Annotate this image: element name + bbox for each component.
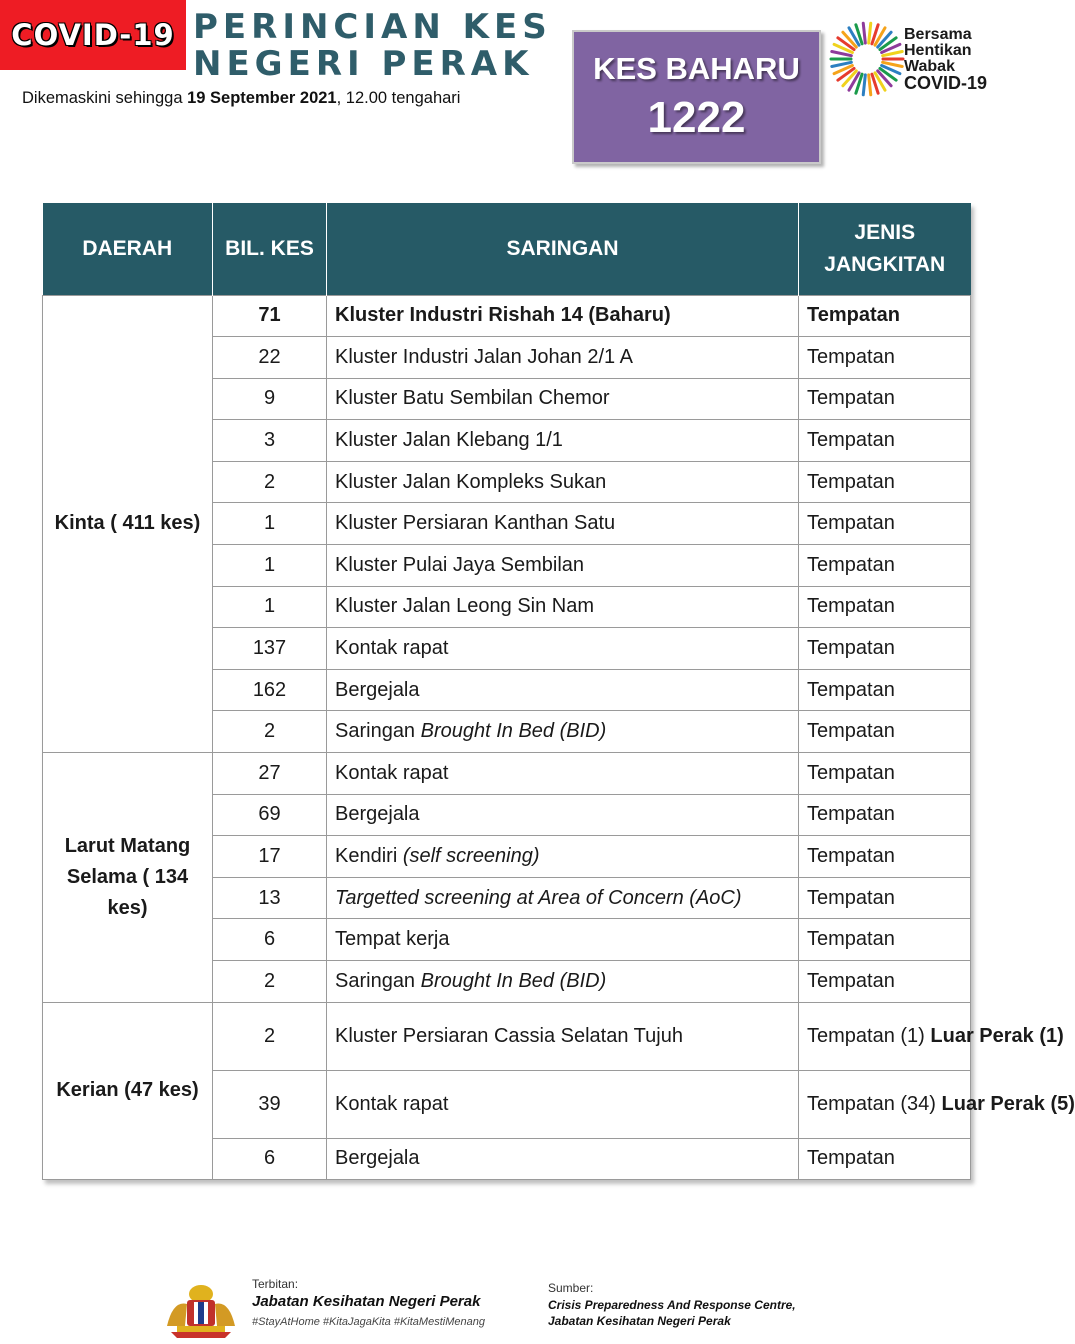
district-total: ( 411 kes) (110, 512, 201, 535)
district-name-line-1: Larut Matang (64, 834, 191, 857)
hashtags: #StayAtHome #KitaJagaKita #KitaMestiMenang (252, 1316, 485, 1328)
case-count: 3 (213, 420, 327, 462)
header-infection-type-line-2: JANGKITAN (824, 252, 946, 276)
case-count: 2 (213, 711, 327, 753)
screening-cell: Bergejala (327, 794, 799, 836)
case-count: 2 (213, 1002, 327, 1070)
screening-cell: Tempat kerja (327, 919, 799, 961)
table-row (43, 753, 971, 795)
infection-type: Tempatan (799, 753, 971, 795)
screening-cell (327, 961, 799, 1003)
case-count: 2 (213, 461, 327, 503)
screening-cell: Bergejala (327, 1138, 799, 1180)
screening-cell (327, 836, 799, 878)
table-row (43, 295, 971, 337)
header-infection-type (799, 203, 971, 295)
district-name-line-2: Selama (66, 865, 137, 888)
covid-19-tag: COVID-19 (0, 0, 186, 70)
sunburst-ray (869, 23, 871, 43)
updated-timestamp (22, 89, 460, 108)
publisher-name: Jabatan Kesihatan Negeri Perak (252, 1293, 481, 1310)
case-breakdown-table (42, 203, 1075, 1180)
district-name: Kinta (54, 512, 105, 535)
screening-cell: Kluster Jalan Leong Sin Nam (327, 586, 799, 628)
infection-type: Tempatan (799, 877, 971, 919)
district-total: (47 kes) (124, 1079, 199, 1102)
infection-type: Tempatan (799, 711, 971, 753)
screening-cell: Kontak rapat (327, 628, 799, 670)
source-label: Sumber: (548, 1281, 594, 1295)
case-count: 22 (213, 337, 327, 379)
campaign-line-3: Wabak (904, 58, 955, 75)
case-count: 137 (213, 628, 327, 670)
district-name: Kerian (56, 1079, 119, 1102)
screening-cell: Kluster Industri Rishah 14 (Baharu) (327, 295, 799, 337)
infection-type: Tempatan (799, 420, 971, 462)
infection-type: Tempatan (799, 961, 971, 1003)
page-title-line-2: NEGERI PERAK (193, 44, 534, 84)
case-count: 162 (213, 669, 327, 711)
state-crest-icon (163, 1282, 239, 1340)
infection-type-outside: Luar Perak (5) (941, 1092, 1075, 1115)
screening-prefix: Kendiri (335, 845, 403, 868)
sunburst-logo-icon (828, 20, 906, 98)
infection-type-local: Tempatan (1) (807, 1024, 925, 1047)
screening-cell: Kluster Persiaran Cassia Selatan Tujuh (327, 1002, 799, 1070)
header-screening: SARINGAN (327, 203, 799, 295)
screening-cell: Kluster Jalan Kompleks Sukan (327, 461, 799, 503)
case-count: 71 (213, 295, 327, 337)
district-kinta (43, 295, 213, 753)
sunburst-ray (863, 75, 865, 95)
infection-type: Tempatan (799, 337, 971, 379)
case-count: 39 (213, 1070, 327, 1138)
table-header-row (43, 203, 971, 295)
infection-type-local: Tempatan (34) (807, 1092, 936, 1115)
new-cases-label: KES BAHARU (593, 51, 800, 86)
header-district: DAERAH (43, 203, 213, 295)
page-title-line-1: PERINCIAN KES (193, 7, 552, 47)
infection-type: Tempatan (799, 503, 971, 545)
screening-cell: Kluster Batu Sembilan Chemor (327, 378, 799, 420)
infection-type-outside: Luar Perak (1) (930, 1024, 1064, 1047)
screening-cell (327, 711, 799, 753)
new-cases-value: 1222 (647, 93, 746, 142)
table-row (43, 1002, 971, 1070)
infection-type: Tempatan (799, 919, 971, 961)
infection-type: Tempatan (799, 836, 971, 878)
infection-type: Tempatan (799, 1138, 971, 1180)
campaign-line-4: COVID-19 (904, 73, 988, 93)
case-count: 6 (213, 1138, 327, 1180)
screening-cell: Kontak rapat (327, 1070, 799, 1138)
campaign-logo-text (904, 27, 987, 91)
screening-cell: Bergejala (327, 669, 799, 711)
new-cases-box (572, 30, 821, 164)
infection-type: Tempatan (799, 295, 971, 337)
publisher-label: Terbitan: (252, 1277, 299, 1291)
infection-type: Tempatan (799, 669, 971, 711)
district-kerian (43, 1002, 213, 1180)
case-count: 1 (213, 545, 327, 587)
infection-type: Tempatan (799, 545, 971, 587)
footer (0, 1272, 1008, 1344)
case-count: 2 (213, 961, 327, 1003)
screening-cell (327, 877, 799, 919)
campaign-line-1: Bersama (904, 26, 972, 43)
case-count: 6 (213, 919, 327, 961)
source-line-1: Crisis Preparedness And Response Centre, (548, 1298, 796, 1312)
updated-suffix: , 12.00 tengahari (336, 89, 461, 107)
infection-type: Tempatan (799, 628, 971, 670)
district-total: ( 134 kes) (107, 865, 189, 919)
infection-type (799, 1002, 1064, 1070)
screening-cell: Kluster Jalan Klebang 1/1 (327, 420, 799, 462)
updated-date: 19 September 2021 (187, 89, 337, 107)
screening-cell: Kontak rapat (327, 753, 799, 795)
case-count: 27 (213, 753, 327, 795)
screening-italic: Brought In Bed (BID) (420, 720, 607, 743)
updated-prefix: Dikemaskini sehingga (22, 89, 188, 107)
campaign-logo (828, 20, 1004, 100)
district-larut-matang-selama (43, 753, 213, 1003)
screening-prefix: Saringan (335, 720, 421, 743)
screening-cell: Kluster Persiaran Kanthan Satu (327, 503, 799, 545)
infection-type: Tempatan (799, 586, 971, 628)
sunburst-ray (863, 23, 865, 43)
screening-cell: Kluster Industri Jalan Johan 2/1 A (327, 337, 799, 379)
infection-type: Tempatan (799, 461, 971, 503)
header-infection-type-line-1: JENIS (854, 220, 916, 244)
case-count: 1 (213, 503, 327, 545)
header-case-count: BIL. KES (213, 203, 327, 295)
screening-cell: Kluster Pulai Jaya Sembilan (327, 545, 799, 587)
screening-italic: Targetted screening at Area of Concern (AoC) (335, 886, 742, 909)
campaign-line-2: Hentikan (904, 42, 972, 59)
case-count: 9 (213, 378, 327, 420)
case-count: 1 (213, 586, 327, 628)
screening-italic: Brought In Bed (BID) (420, 969, 607, 992)
case-count: 69 (213, 794, 327, 836)
case-count: 13 (213, 877, 327, 919)
case-count: 17 (213, 836, 327, 878)
infection-type: Tempatan (799, 378, 971, 420)
source-line-2: Jabatan Kesihatan Negeri Perak (548, 1314, 731, 1328)
screening-prefix: Saringan (335, 969, 421, 992)
screening-italic: (self screening) (402, 845, 540, 868)
infection-type: Tempatan (799, 794, 971, 836)
infection-type (799, 1070, 1075, 1138)
sunburst-ray (869, 75, 871, 95)
